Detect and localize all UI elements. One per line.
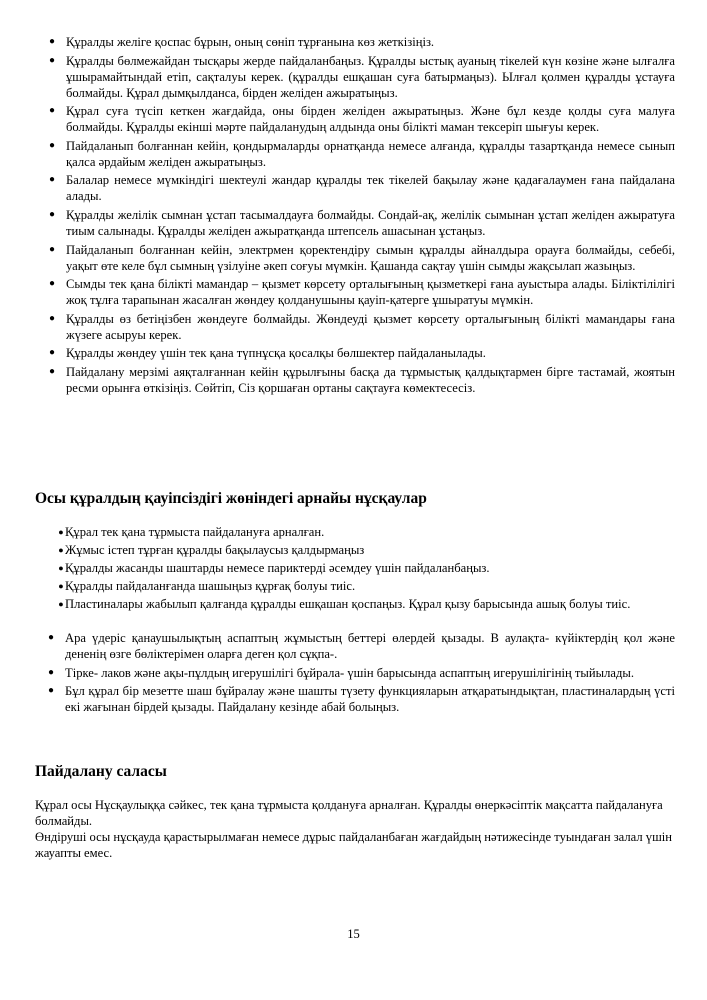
list-item: ● Құралды бөлмежайдан тысқары жерде пайдаланбаңыз. Құралды ыстық ауаның тікелей күн көзіне және ылғалға ұшырамайтындай етіп, сақталуы керек. (құралды ешқашан суға батырмаңыз). Ылғал қолмен құралды ұстауға болмайды. Құрал дымқылданса, бірден желіден ажыратыңыз. xyxy=(48,53,675,100)
list-item: ● Құралды жасанды шаштарды немесе париктерді әсемдеу үшін пайдаланбаңыз. xyxy=(65,560,675,576)
usage-scope-text xyxy=(35,797,675,861)
list-item: ● Құралды желіге қоспас бұрын, оның сөніп тұрғанына көз жеткізіңіз. xyxy=(48,35,435,49)
heat-warning-list xyxy=(47,630,675,718)
bullet-icon: ● xyxy=(48,105,56,117)
list-item: ● Сымды тек қана білікті мамандар – қызмет көрсету орталығының қызметкері ғана ауыстыра алады. Біліктілілігі жоқ тұлға тарапынан жасалған жөндеу қолданушыны қауіп-қатерге ұшыратуы мүмкін. xyxy=(48,277,675,308)
bullet-icon: ● xyxy=(47,685,55,697)
page-number: 15 xyxy=(347,927,360,941)
list-item: ● Құрал суға түсіп кеткен жағдайда, оны бірден желіден ажыратыңыз. Және бұл кезде қолды суға малуға болмайды. Құралды екінші мәрте пайдаланудың алдында оны білікті маман тексеріп шығуы керек. xyxy=(48,104,675,135)
bullet-icon: ● xyxy=(48,243,56,255)
bullet-icon: ● xyxy=(58,545,64,555)
list-item: ● Балалар немесе мүмкіндігі шектеулі жандар құралды тек тікелей бақылау және қадағалаумен ғана пайдалана алады. xyxy=(48,173,675,204)
list-item: ● Пайдаланып болғаннан кейін, электрмен қоректендіру сымын құралды айналдыра орауға болмайды, себебі, уақыт өте келе бұл сымның үзілуіне әкеп соғуы мүмкін. Қашанда сақтау үшін сымды жақсылап жазыңыз. xyxy=(48,242,675,273)
list-item: ● Жұмыс істеп тұрған құралды бақылаусыз қалдырмаңыз xyxy=(65,542,675,558)
bullet-icon: ● xyxy=(48,347,56,359)
bullet-icon: ● xyxy=(48,36,56,47)
list-item: ● Бұл құрал бір мезетте шаш бұйралау және шашты түзету функцияларын атқаратындықтан, пластиналардың үсті екі жағынан бірдей қызады. Пайдалану кезінде абай болыңыз. xyxy=(47,684,675,715)
list-item: ● Құралды өз бетіңізбен жөндеуге болмайды. Жөндеуді қызмет көрсету орталығының білікті мамандары ғана жүзеге асыруы керек. xyxy=(48,311,675,342)
bullet-icon: ● xyxy=(48,312,56,324)
bullet-icon: ● xyxy=(48,278,56,290)
bullet-icon: ● xyxy=(48,174,56,186)
list-item: ● Пайдаланып болғаннан кейін, қондырмаларды орнатқанда немесе алғанда, құралды тазартқанда немесе сынып қалса әрдайым желіден ажыратыңыз. xyxy=(48,138,675,169)
bullet-icon: ● xyxy=(47,666,55,678)
usage-paragraph: Құрал осы Нұсқаулыққа сәйкес, тек қана тұрмыста қолдануға арналған. Құралды өнеркәсіптік мақсатта пайдалануға болмайды. xyxy=(35,798,663,828)
bullet-icon: ● xyxy=(58,527,64,537)
usage-scope-heading: Пайдалану саласы xyxy=(35,763,167,780)
bullet-icon: ● xyxy=(58,581,64,591)
bullet-icon: ● xyxy=(48,54,56,66)
list-item: ● Тірке- лаков және ақы-пұлдың игерушілігі бұйрала- үшін барысында аспаптың игерушілігінің тыйылады. xyxy=(47,665,634,680)
bullet-icon: ● xyxy=(48,139,56,151)
safety-list xyxy=(48,34,675,399)
list-item: ● Пластиналары жабылып қалғанда құралды ешқашан қоспаңыз. Құрал қызу барысында ашық болуы тиіс. xyxy=(65,596,675,612)
special-instructions-heading: Осы құралдың қауіпсіздігі жөніндегі арнайы нұсқаулар xyxy=(35,490,427,507)
list-item: ● Пайдалану мерзімі аяқталғаннан кейін құрылғыны басқа да тұрмыстық қалдықтармен бірге тастамай, жоятын ресми орынға өткізіңіз. Сөйтіп, Сіз қоршаған ортаны сақтауға көмектесесіз. xyxy=(48,364,675,395)
list-item: ● Құралды жөндеу үшін тек қана түпнұсқа қосалқы бөлшектер пайдаланылады. xyxy=(48,346,486,361)
bullet-icon: ● xyxy=(58,599,64,609)
bullet-icon: ● xyxy=(58,563,64,573)
liability-paragraph: Өндіруші осы нұсқауда қарастырылмаған немесе дұрыс пайдаланбаған жағдайдың нәтижесінде туындаған залал үшін жауапты емес. xyxy=(35,830,673,860)
bullet-icon: ● xyxy=(48,208,56,220)
list-item: ● Ара үдеріс қанаушылықтың аспаптың жұмыстың беттері өлердей қызады. В аулақта- күйіктердің қол және дененің өзге бөліктерімен оларға деген қол сұқпа-. xyxy=(47,631,675,661)
list-item: ● Құралды пайдаланғанда шашыңыз құрғақ болуы тиіс. xyxy=(65,578,675,594)
bullet-icon: ● xyxy=(48,365,56,377)
special-instructions-list xyxy=(58,524,675,614)
bullet-icon: ● xyxy=(47,632,55,643)
list-item: ● Құрал тек қана тұрмыста пайдалануға арналған. xyxy=(65,524,675,540)
list-item: ● Құралды желілік сымнан ұстап тасымалдауға болмайды. Сондай-ақ, желілік сымынан ұстап желіден ажыратуға тиым салынады. Құралды желіден ажыратқанда штепсель ашасынан ұстаңыз. xyxy=(48,207,675,238)
